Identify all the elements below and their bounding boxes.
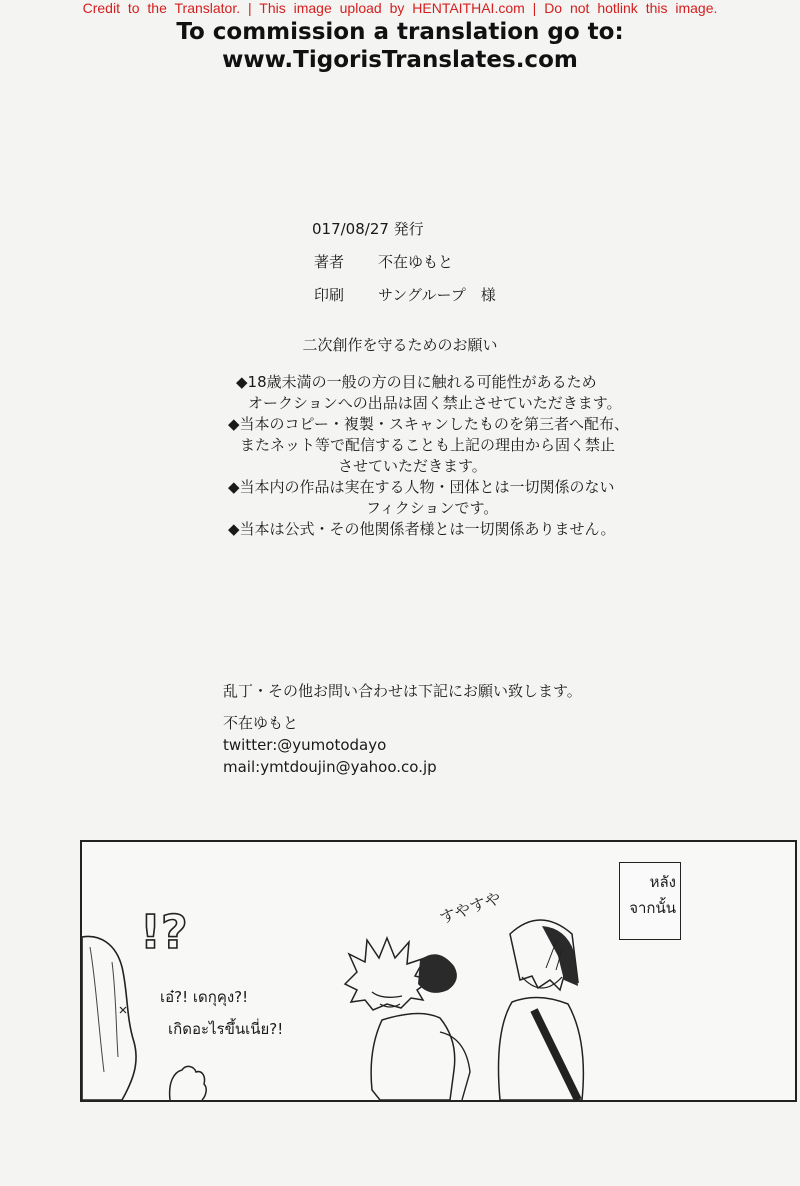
commission-url: www.TigorisTranslates.com <box>222 47 578 73</box>
printer-name: サングループ 様 <box>378 286 496 304</box>
notice-line: させていただきます。 <box>338 457 487 475</box>
speech-line-2: เกิดอะไรขึ้นเนี่ย?! <box>168 1020 284 1038</box>
notice-line: ◆18歳未満の一般の方の目に触れる可能性があるため <box>236 373 597 391</box>
notice-line: フィクションです。 <box>366 499 499 517</box>
author-label: 著者 <box>314 253 345 271</box>
caption-line-2: จากนั้น <box>629 899 676 917</box>
printer-label: 印刷 <box>314 286 345 304</box>
printer-row <box>314 286 496 304</box>
contact-note: 乱丁・その他お問い合わせは下記にお願い致します。 <box>223 682 582 700</box>
caption-box <box>619 862 681 940</box>
speech-line-1: เอ๋?! เดกุคุง?! <box>160 988 249 1006</box>
notice-line: ◆当本のコピー・複製・スキャンしたものを第三者へ配布、 <box>228 415 629 433</box>
commission-line-1: To commission a translation go to: <box>176 19 624 45</box>
author-row <box>314 253 453 271</box>
notice-line: またネット等で配信することも上記の理由から固く禁止 <box>240 436 616 454</box>
request-title: 二次創作を守るためのお願い <box>302 336 498 354</box>
sleep-sfx: すやすや <box>436 888 504 928</box>
credit-banner: Credit to the Translator. | This image upload by HENTAITHAI.com | Do not hotlink this image. <box>82 0 718 16</box>
comic-illustration <box>82 842 795 1100</box>
exclaim-sfx: !? <box>140 905 188 959</box>
notice-line: オークションへの出品は固く禁止させていただきます。 <box>248 394 622 412</box>
contact-twitter: twitter:@yumotodayo <box>223 736 387 754</box>
author-name: 不在ゆもと <box>378 253 454 271</box>
notice-line: ◆当本は公式・その他関係者様とは一切関係ありません。 <box>228 520 616 538</box>
comic-panel <box>80 840 797 1102</box>
publish-date: 017/08/27 発行 <box>312 220 424 238</box>
contact-name: 不在ゆもと <box>223 714 299 732</box>
contact-block <box>223 680 582 778</box>
commission-notice <box>0 18 800 74</box>
contact-mail: mail:ymtdoujin@yahoo.co.jp <box>223 758 437 776</box>
notice-line: ◆当本内の作品は実在する人物・団体とは一切関係のない <box>228 478 615 496</box>
caption-line-1: หลัง <box>649 873 676 891</box>
notice-block <box>228 372 648 540</box>
